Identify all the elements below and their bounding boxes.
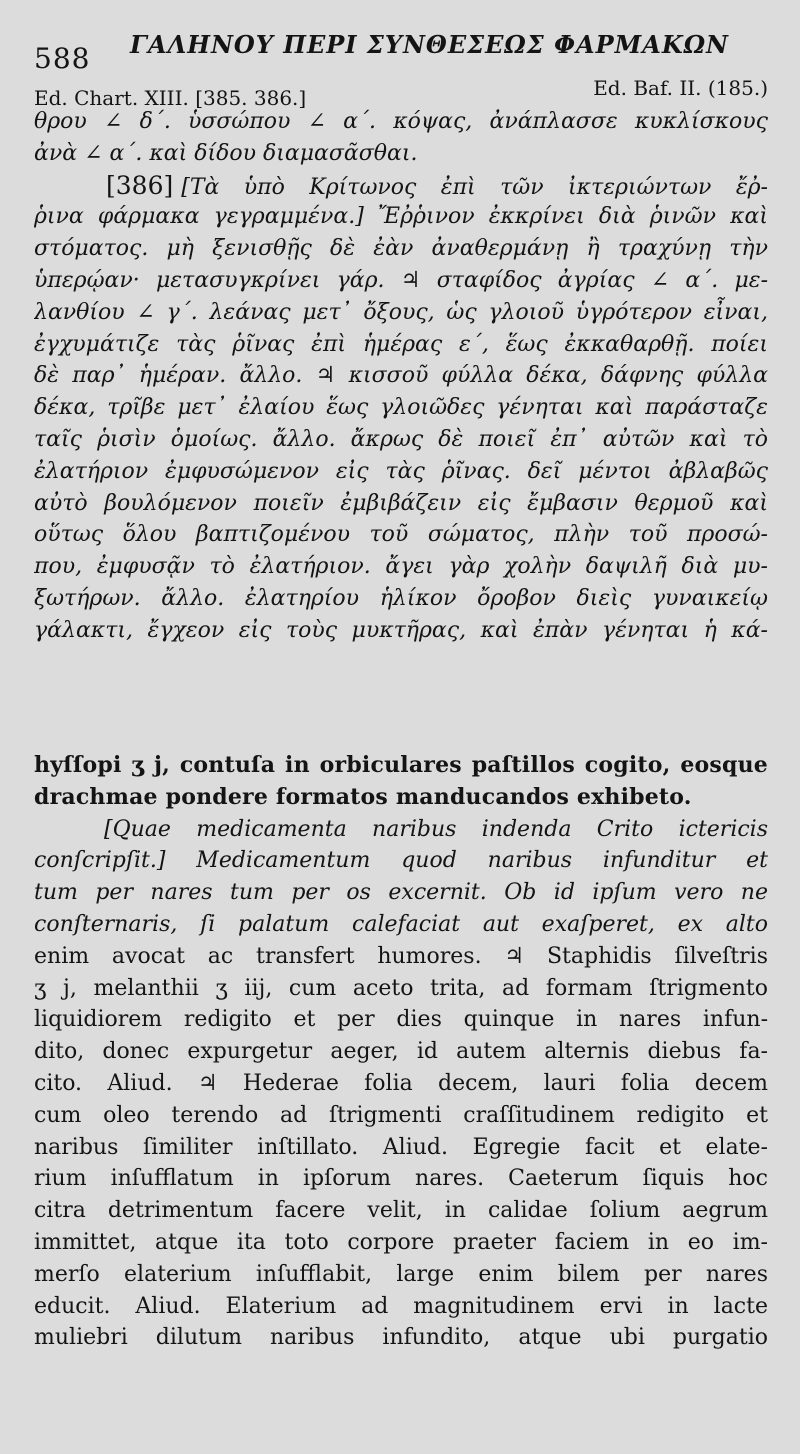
running-title: ΓΑΛΗΝΟΥ ΠΕΡΙ ΣΥΝΘΕΣΕΩΣ ΦΑΡΜΑΚΩΝ bbox=[130, 30, 729, 59]
section-marker: [386] bbox=[106, 170, 174, 200]
greek-line: δέκα, τρῖβε μετ᾽ ἐλαίου ἕως γλοιῶδες γένηται καὶ παράσταζε bbox=[34, 395, 768, 421]
greek-line: ῥινα φάρμακα γεγραμμένα.] Ἔῤῥινον ἐκκρίνει διὰ ῥινῶν καὶ bbox=[34, 204, 768, 230]
greek-line bbox=[34, 170, 768, 202]
page-header bbox=[34, 28, 774, 75]
latin-line: cum oleo terendo ad ſtrigmenti craſſitudinem redigito et bbox=[34, 1102, 768, 1128]
greek-line: θρου ∠ δ΄. ὑσσώπου ∠ α΄. κόψας, ἀνάπλασσε κυκλίσκους bbox=[34, 109, 768, 134]
latin-line: enim avocat ac transfert humores. ♃ Staphidis ſilveſtris bbox=[34, 943, 768, 969]
greek-line: στόματος. μὴ ξενισθῇς δὲ ἐὰν ἀναθερμάνῃ ἢ τραχύνῃ τὴν bbox=[34, 236, 768, 262]
greek-line: ταῖς ῥισὶν ὁμοίως. ἄλλο. ἄκρως δὲ ποιεῖ ἐπ᾽ αὐτῶν καὶ τὸ bbox=[34, 426, 768, 452]
greek-line: ἐγχυμάτιζε τὰς ῥῖνας ἐπὶ ἡμέρας ε΄, ἕως ἐκκαθαρθῇ. ποίει bbox=[34, 331, 768, 357]
greek-line: αὐτὸ βουλόμενον ποιεῖν ἐμβιβάζειν εἰς ἔμβασιν θερμοῦ καὶ bbox=[34, 490, 768, 516]
latin-line: educit. Aliud. Elaterium ad magnitudinem ervi in lacte bbox=[34, 1293, 768, 1319]
latin-text-block bbox=[34, 750, 768, 1354]
latin-line: hyſſopi ʒ j, contuſa in orbiculares paſtillos cogito, eosque bbox=[34, 752, 768, 778]
greek-line-text: [Τὰ ὑπὸ Κρίτωνος ἐπὶ τῶν ἰκτεριώντων ἔῤ- bbox=[181, 174, 768, 200]
edition-chartier: Ed. Chart. XIII. [385. 386.] bbox=[34, 86, 307, 110]
greek-line: ἐλατήριον ἐμφυσώμενον εἰς τὰς ῥῖνας. δεῖ μέντοι ἀβλαβῶς bbox=[34, 458, 768, 484]
latin-line: muliebri dilutum naribus infundito, atque ubi purgatio bbox=[34, 1325, 768, 1351]
greek-line: που, ἐμφυσᾷν τὸ ἐλατήριον. ἄγει γὰρ χολὴν δαψιλῆ διὰ μυ- bbox=[34, 554, 768, 580]
latin-line: immittet, atque ita toto corpore praeter faciem in eo im- bbox=[34, 1229, 768, 1255]
edition-basel: Ed. Baf. II. (185.) bbox=[593, 76, 768, 100]
latin-line: drachmae pondere formatos manducandos exhibeto. bbox=[34, 783, 692, 810]
greek-line: ξωτήρων. ἄλλο. ἐλατηρίου ἡλίκον ὄροβον διεὶς γυναικείῳ bbox=[34, 585, 768, 611]
page-number: 588 bbox=[34, 42, 91, 75]
latin-line: conſcripſit.] Medicamentum quod naribus infunditur et bbox=[34, 848, 768, 874]
latin-line: [Quae medicamenta naribus indenda Crito ictericis bbox=[104, 816, 768, 842]
latin-line: citra detrimentum facere velit, in calidae ſolium aegrum bbox=[34, 1198, 768, 1224]
latin-line: cito. Aliud. ♃ Hederae folia decem, lauri folia decem bbox=[34, 1070, 768, 1096]
greek-text-block bbox=[34, 106, 768, 647]
greek-line: ὑπερῴαν· μετασυγκρίνει γάρ. ♃ σταφίδος ἀγρίας ∠ α΄. με- bbox=[34, 267, 768, 293]
latin-line: dito, donec expurgetur aeger, id autem alternis diebus fa- bbox=[34, 1039, 768, 1065]
latin-line: ʒ j, melanthii ʒ iij, cum aceto trita, ad formam ſtrigmento bbox=[34, 975, 768, 1001]
latin-line: naribus ſimiliter inſtillato. Aliud. Egregie facit et elate- bbox=[34, 1134, 768, 1160]
latin-line: tum per nares tum per os excernit. Ob id ipſum vero ne bbox=[34, 880, 768, 906]
latin-line: conſternaris, ſi palatum calefaciat aut exaſperet, ex alto bbox=[34, 911, 768, 937]
greek-line: οὕτως ὅλου βαπτιζομένου τοῦ σώματος, πλὴν τοῦ προσώ- bbox=[34, 522, 768, 548]
greek-line: ἀνὰ ∠ α΄. καὶ δίδου διαμασᾶσθαι. bbox=[34, 140, 418, 166]
greek-line: δὲ παρ᾽ ἡμέραν. ἄλλο. ♃ κισσοῦ φύλλα δέκα, δάφνης φύλλα bbox=[34, 363, 768, 389]
latin-line: liquidiorem redigito et per dies quinque in nares infun- bbox=[34, 1007, 768, 1033]
greek-line: λανθίου ∠ γ΄. λεάνας μετ᾽ ὄξους, ὡς γλοιοῦ ὑγρότερον εἶναι, bbox=[34, 299, 768, 325]
greek-line: γάλακτι, ἔγχεον εἰς τοὺς μυκτῆρας, καὶ ἐπὰν γένηται ἡ κά- bbox=[34, 617, 768, 643]
latin-line: merſo elaterium inſufflabit, large enim bilem per nares bbox=[34, 1261, 768, 1287]
latin-line: rium inſufflatum in ipſorum nares. Caeterum ſiquis hoc bbox=[34, 1166, 768, 1192]
